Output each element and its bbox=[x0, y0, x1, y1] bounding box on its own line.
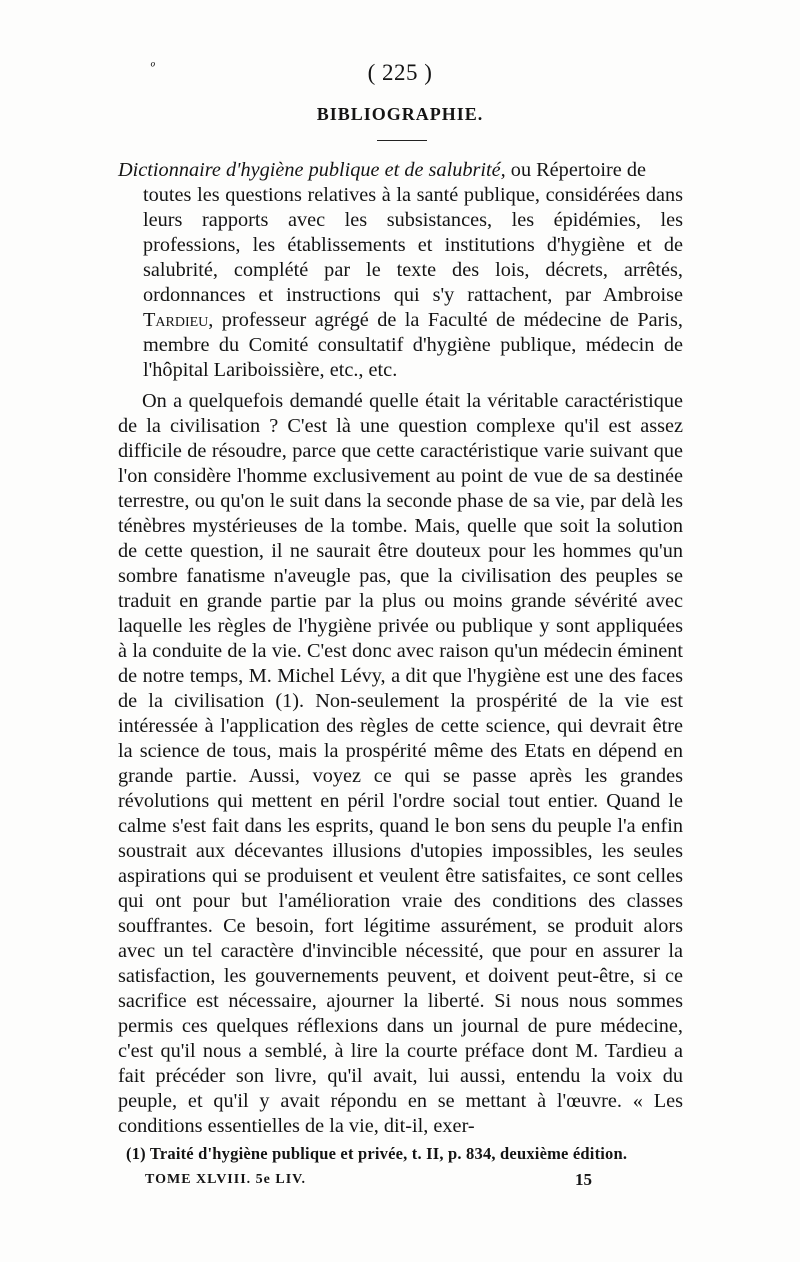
title-rule bbox=[377, 140, 427, 141]
footnote: (1) Traité d'hygiène publique et privée, t. II, p. 834, deuxième édition. bbox=[126, 1144, 628, 1163]
page-number: ( 225 ) bbox=[367, 60, 433, 85]
author-name: Tardieu bbox=[143, 309, 209, 331]
stray-mark: º bbox=[150, 60, 155, 76]
entry-body-after-author: , professeur agrégé de la Faculté de médecine de Paris, membre du Comité consultatif d'hygiène publique, médecin de l'hôpital Lariboissière, etc., etc. bbox=[143, 309, 683, 381]
gathering-number: 15 bbox=[575, 1170, 592, 1189]
entry-description bbox=[118, 183, 683, 383]
body-paragraph: On a quelquefois demandé quelle était la véritable caractéristique de la civilisation ? C'est là une question complexe qu'il est assez difficile de résoudre, parce que cette caractéristique varie suivant que l'on considère l'homme exclusivement au point de vue de sa destinée terrestre, ou qu'on le suit dans la seconde phase de sa vie, par delà les ténèbres mystérieuses de la tombe. Mais, quelle que soit la solution de cette question, il ne saurait être douteux pour les hommes qu'un sombre fanatisme n'aveugle pas, que la civilisation des peuples se traduit en grande partie par la plus ou moins grande sévérité avec laquelle les règles de l'hygiène privée ou publique y sont appliquées à la conduite de la vie. C'est donc avec raison qu'un médecin éminent de notre temps, M. Michel Lévy, a dit que l'hygiène est une des faces de la civilisation (1). Non-seulement la prospérité de la vie est intéressée à l'application des règles de cette science, qui devrait être la science de tous, mais la prospérité même des Etats en dépend en grande partie. Aussi, voyez ce qui se passe après les grandes révolutions qui mettent en péril l'ordre social tout entier. Quand le calme s'est fait dans les esprits, quand le bon sens du peuple l'a enfin soustrait aux décevantes illusions d'utopies impossibles, les seules aspirations qui se produisent et veulent être satisfaites, ce sont celles qui ont pour but l'amélioration vraie des conditions des classes souffrantes. Ce besoin, fort légitime assurément, se produit alors avec un tel caractère d'invincible nécessité, que pour en assurer la satisfaction, les gouvernements peuvent, et doivent peut-être, si ce sacrifice est nécessaire, ajourner la liberté. Si nous nous sommes permis ces quelques réflexions dans un journal de pure médecine, c'est qu'il nous a semblé, à lire la courte préface dont M. Tardieu a fait précéder son livre, qu'il avait, lui aussi, entendu la voix du peuple, et qu'il y avait répondu en se mettant à l'œuvre. « Les conditions essentielles de la vie, dit-il, exer- bbox=[118, 390, 683, 1137]
book-title: Dictionnaire d'hygiène publique et de salubrité, bbox=[118, 159, 506, 181]
signature-mark: TOME XLVIII. 5e LIV. bbox=[145, 1172, 306, 1187]
entry-body-before-author: toutes les questions relatives à la santé publique, considérées dans leurs rapports avec les subsistances, les épidémies, les professions, les établissements et institutions d'hygiène et de salubrité, complété par le texte des lois, décrets, arrêtés, ordonnances et instructions qui s'y rattachent, par Ambroise bbox=[143, 184, 683, 306]
bibliography-entry bbox=[118, 158, 683, 383]
section-title: BIBLIOGRAPHIE. bbox=[316, 104, 484, 124]
entry-first-line-rest: ou Répertoire de bbox=[505, 159, 646, 181]
main-text bbox=[118, 158, 683, 1139]
